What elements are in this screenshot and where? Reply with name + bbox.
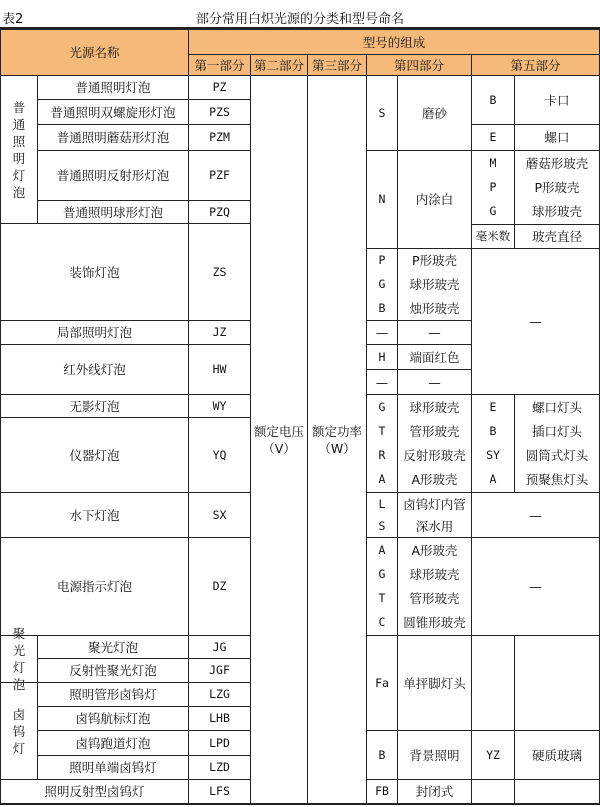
part3-cell: 额定功率（W） [307, 75, 367, 804]
row-name: 普通照明球形灯泡 [37, 200, 189, 224]
p4-desc: 磨砂 [397, 75, 472, 151]
p5-desc-list: 螺口灯头 插口灯头 圆筒式灯头 预聚焦灯头 [514, 394, 600, 493]
p5-dash: — [471, 537, 600, 636]
row-code: DZ [188, 537, 251, 636]
group-halogen: 卤钨灯 [0, 682, 38, 780]
p4-code-list: L S [366, 492, 398, 538]
row-name: 聚光灯泡 [37, 635, 189, 659]
p4-desc: 封闭式 [397, 779, 472, 804]
header-composition: 型号的组成 [188, 29, 600, 55]
row-name: 水下灯泡 [0, 492, 189, 538]
row-name: 反射性聚光灯泡 [37, 658, 189, 683]
p5-desc: 螺口 [514, 124, 600, 151]
p4-desc: 内涂白 [397, 150, 472, 249]
header-part5: 第五部分 [471, 54, 600, 76]
p4-code: S [366, 75, 398, 151]
row-name: 普通照明反射形灯泡 [37, 150, 189, 201]
p5-empty [514, 779, 600, 804]
p4-code-list: G T R A [366, 394, 398, 493]
row-name: 普通照明蘑菇形灯泡 [37, 124, 189, 151]
p4-desc: — [397, 369, 472, 395]
row-name: 普通照明灯泡 [37, 75, 189, 100]
row-name: 红外线灯泡 [0, 344, 189, 395]
p5-desc-list: 蘑菇形玻壳 P形玻壳 球形玻壳 [514, 150, 600, 225]
p4-code: H [366, 344, 398, 370]
row-code: PZ [188, 75, 251, 100]
header-part1: 第一部分 [188, 54, 251, 76]
row-code: LZD [188, 755, 251, 780]
table-title: 部分常用白炽光源的分类和型号命名 [195, 12, 404, 27]
p5-desc: 卡口 [514, 75, 600, 125]
p4-desc: 单抨脚灯头 [397, 635, 472, 731]
p5-code: E [471, 124, 515, 151]
header-part4: 第四部分 [366, 54, 472, 76]
p4-desc: — [397, 320, 472, 345]
p4-desc: 背景照明 [397, 730, 472, 780]
p4-desc-list: 球形玻壳 管形玻壳 反射形玻壳 A形玻壳 [397, 394, 472, 493]
p4-code: — [366, 320, 398, 345]
row-code: JG [188, 635, 251, 659]
row-name: 仪器灯泡 [0, 417, 189, 493]
p5-empty [471, 635, 515, 731]
p4-code-list: P G B [366, 248, 398, 321]
row-name: 普通照明双螺旋形灯泡 [37, 99, 189, 125]
p5-dash: — [471, 248, 600, 395]
p4-code: — [366, 369, 398, 395]
p5-code-list: E B SY A [471, 394, 515, 493]
row-name: 照明单端卤钨灯 [37, 755, 189, 780]
p5-code: B [471, 75, 515, 125]
part2-cell: 额定电压（V） [250, 75, 308, 804]
p5-empty [471, 779, 515, 804]
p4-desc: 端面红色 [397, 344, 472, 370]
p5-code-list: M P G [471, 150, 515, 225]
header-part3: 第三部分 [307, 54, 367, 76]
row-code: JGF [188, 658, 251, 683]
row-code: PZS [188, 99, 251, 125]
p5-code: 毫米数 [471, 224, 515, 249]
p4-code: B [366, 730, 398, 780]
header-name: 光源名称 [0, 29, 189, 76]
row-code: PZQ [188, 200, 251, 224]
p4-code-list: A G T C [366, 537, 398, 636]
row-code: WY [188, 394, 251, 418]
group-ordinary: 普通照明灯泡 [0, 75, 38, 224]
table-number: 表2 [2, 12, 24, 27]
p4-desc-list: A形玻壳 球形玻壳 管形玻壳 圆锥形玻壳 [397, 537, 472, 636]
row-name: 照明管形卤钨灯 [37, 682, 189, 707]
header-part2: 第二部分 [250, 54, 308, 76]
row-name: 无影灯泡 [0, 394, 189, 418]
p5-desc: 硬质玻璃 [514, 730, 600, 780]
row-name: 卤钨航标灯泡 [37, 706, 189, 731]
p5-desc: 玻壳直径 [514, 224, 600, 249]
p5-dash: — [471, 492, 600, 538]
group-spot: 聚光灯泡 [0, 635, 38, 683]
row-name: 卤钨跑道灯泡 [37, 730, 189, 756]
row-code: PZF [188, 150, 251, 201]
row-code: LPD [188, 730, 251, 756]
row-code: ZS [188, 223, 251, 321]
row-code: LHB [188, 706, 251, 731]
row-code: YQ [188, 417, 251, 493]
row-code: PZM [188, 124, 251, 151]
row-code: LFS [188, 779, 251, 804]
p4-code: Fa [366, 635, 398, 731]
row-name: 局部照明灯泡 [0, 320, 189, 345]
row-code: LZG [188, 682, 251, 707]
row-code: JZ [188, 320, 251, 345]
row-name: 电源指示灯泡 [0, 537, 189, 636]
p4-desc-list: P形玻壳 球形玻壳 烛形玻壳 [397, 248, 472, 321]
row-name: 照明反射型卤钨灯 [0, 779, 189, 804]
p4-desc-list: 卤钨灯内管 深水用 [397, 492, 472, 538]
p4-code: FB [366, 779, 398, 804]
p4-code: N [366, 150, 398, 249]
row-code: HW [188, 344, 251, 395]
row-name: 装饰灯泡 [0, 223, 189, 321]
p5-code: YZ [471, 730, 515, 780]
p5-empty [514, 635, 600, 731]
row-code: SX [188, 492, 251, 538]
